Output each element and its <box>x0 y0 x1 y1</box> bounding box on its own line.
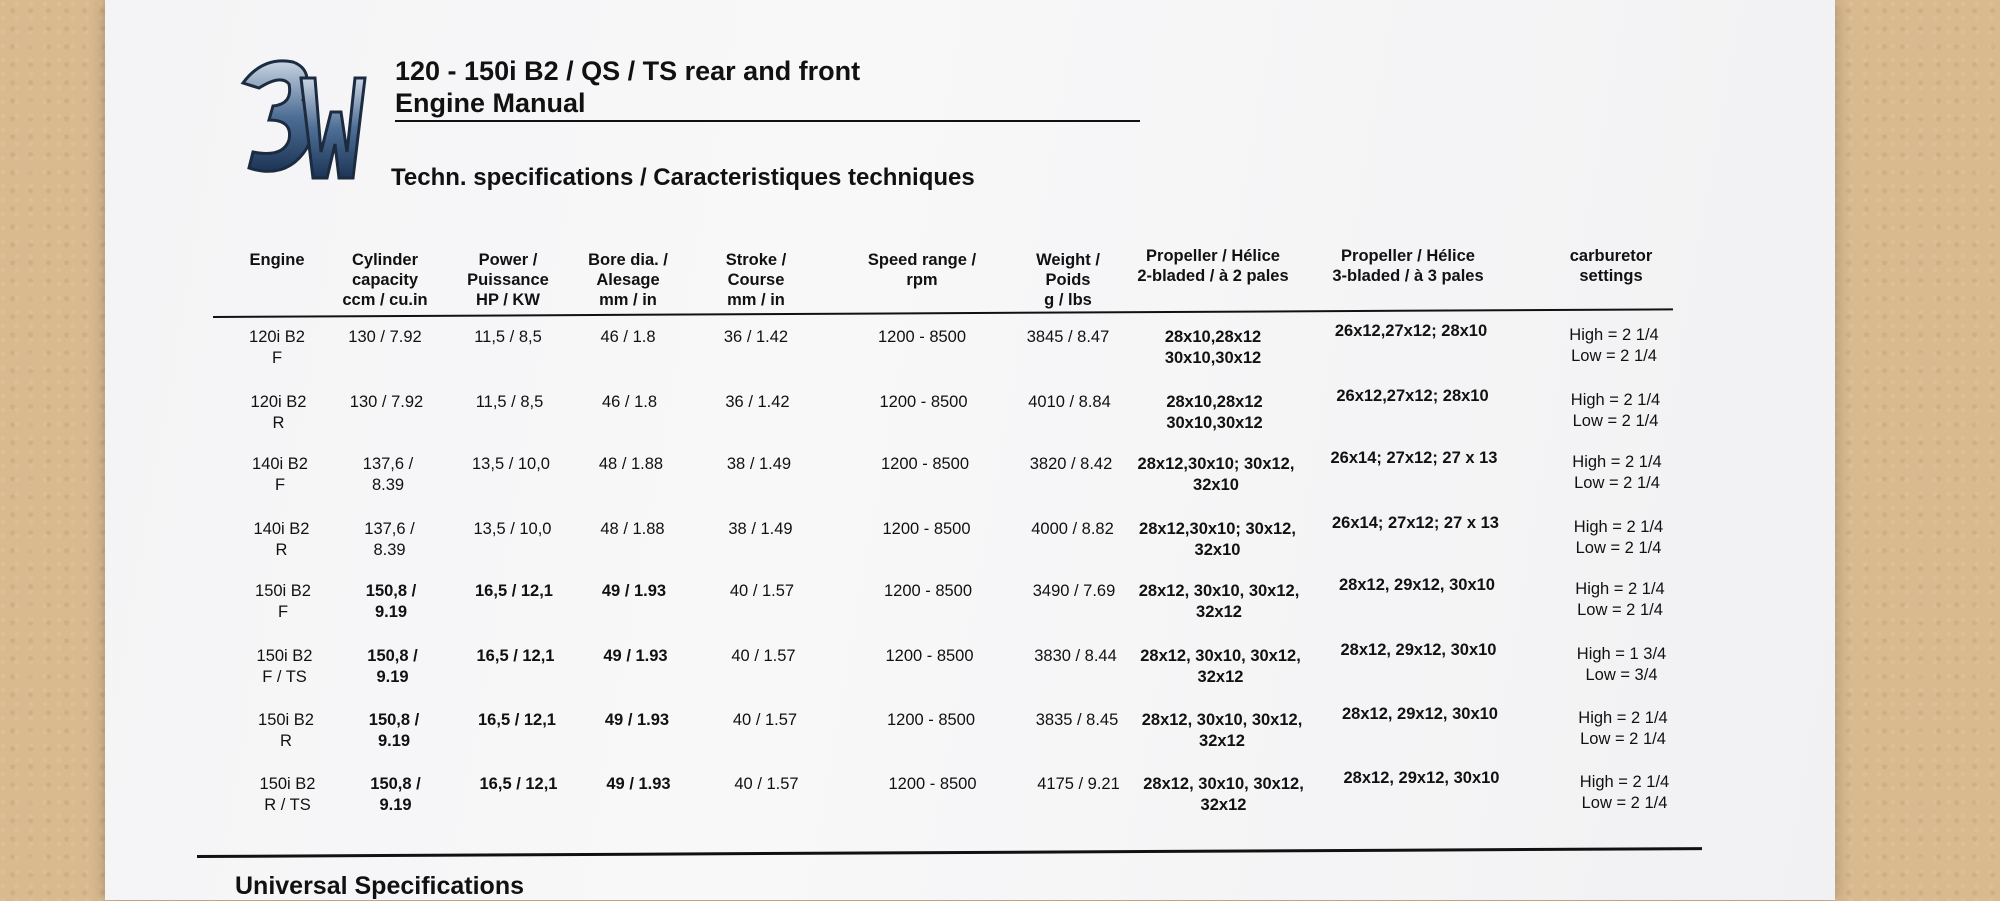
3w-logo <box>223 48 373 198</box>
cell-stroke: 40 / 1.57 <box>732 710 798 729</box>
table-row <box>105 322 1835 387</box>
cell-weight: 4000 / 8.82 <box>1031 519 1114 538</box>
cell-propeller-3-bladed: 26x12,27x12; 28x10 <box>1334 322 1488 340</box>
cell-propeller-2-bladed: 28x10,28x12 30x10,30x12 <box>1166 392 1263 432</box>
cell-power: 16,5 / 12,1 <box>476 647 555 665</box>
cell-speed-range: 1200 - 8500 <box>885 647 974 665</box>
cell-stroke: 38 / 1.49 <box>726 455 792 474</box>
cell-weight: 3490 / 7.69 <box>1032 582 1116 601</box>
cell-carburetor-settings: High = 2 1/4 Low = 2 1/4 <box>1579 773 1670 813</box>
cell-propeller-2-bladed: 28x12, 30x10, 30x12, 32x12 <box>1138 582 1300 622</box>
column-header-propeller-3-bladed: Propeller / Hélice 3-bladed / à 3 pales <box>1332 247 1484 285</box>
cell-speed-range: 1200 - 8500 <box>879 392 968 411</box>
cell-power: 13,5 / 10,0 <box>472 455 550 474</box>
cell-cylinder-capacity: 150,8 / 9.19 <box>365 582 417 622</box>
cell-carburetor-settings: High = 2 1/4 Low = 2 1/4 <box>1573 517 1664 557</box>
manual-page <box>105 0 1835 900</box>
column-header-power: Power / Puissance HP / KW <box>467 251 549 309</box>
cell-engine: 150i B2 R <box>258 710 314 750</box>
cell-weight: 3830 / 8.44 <box>1034 647 1117 665</box>
cell-propeller-2-bladed: 28x12, 30x10, 30x12, 32x12 <box>1140 647 1301 686</box>
cell-weight: 3845 / 8.47 <box>1026 328 1110 346</box>
cell-stroke: 40 / 1.57 <box>731 647 796 665</box>
document-title <box>395 55 860 119</box>
table-row <box>105 576 1835 643</box>
cell-bore: 49 / 1.93 <box>606 775 671 794</box>
cell-stroke: 36 / 1.42 <box>725 392 790 411</box>
cell-speed-range: 1200 - 8500 <box>888 775 977 794</box>
cell-carburetor-settings: High = 2 1/4 Low = 2 1/4 <box>1572 453 1662 493</box>
cell-speed-range: 1200 - 8500 <box>886 710 976 729</box>
cell-cylinder-capacity: 150,8 / 9.19 <box>368 710 420 750</box>
cell-propeller-3-bladed: 26x14; 27x12; 27 x 13 <box>1330 449 1498 468</box>
cell-bore: 46 / 1.8 <box>601 392 658 411</box>
table-row <box>105 769 1835 837</box>
column-header-stroke: Stroke / Course mm / in <box>725 251 787 309</box>
cell-stroke: 40 / 1.57 <box>729 582 795 601</box>
cell-propeller-3-bladed: 28x12, 29x12, 30x10 <box>1342 704 1498 723</box>
cell-speed-range: 1200 - 8500 <box>880 455 970 474</box>
cell-stroke: 36 / 1.42 <box>723 328 789 346</box>
column-header-bore: Bore dia. / Alesage mm / in <box>588 251 668 309</box>
section-subtitle: Techn. specifications / Caracteristiques techniques <box>391 164 975 191</box>
cell-propeller-2-bladed: 28x12,30x10; 30x12, 32x10 <box>1137 455 1295 495</box>
cell-propeller-3-bladed: 28x12, 29x12, 30x10 <box>1340 641 1497 659</box>
cell-cylinder-capacity: 130 / 7.92 <box>348 328 422 346</box>
cell-bore: 49 / 1.93 <box>603 647 668 665</box>
title-underline <box>395 120 1140 122</box>
cell-cylinder-capacity: 130 / 7.92 <box>349 392 424 411</box>
cell-bore: 48 / 1.88 <box>600 519 665 538</box>
cell-power: 16,5 / 12,1 <box>475 582 553 601</box>
cell-engine: 150i B2 R / TS <box>259 775 316 815</box>
cell-engine: 150i B2 F / TS <box>256 647 313 686</box>
cell-bore: 48 / 1.88 <box>598 455 664 474</box>
cell-carburetor-settings: High = 2 1/4 Low = 2 1/4 <box>1575 580 1665 620</box>
table-row <box>105 449 1835 515</box>
cell-weight: 3835 / 8.45 <box>1035 710 1119 729</box>
cell-speed-range: 1200 - 8500 <box>882 519 971 538</box>
column-header-cylinder-capacity: Cylinder capacity ccm / cu.in <box>342 251 428 309</box>
cell-bore: 49 / 1.93 <box>601 582 667 601</box>
column-header-engine: Engine <box>249 251 305 269</box>
header-rule <box>213 308 1673 318</box>
table-row <box>105 513 1835 580</box>
cell-weight: 4175 / 9.21 <box>1037 775 1120 794</box>
cell-bore: 49 / 1.93 <box>604 710 670 729</box>
cell-cylinder-capacity: 150,8 / 9.19 <box>370 775 421 815</box>
cell-propeller-2-bladed: 28x10,28x12 30x10,30x12 <box>1164 328 1262 367</box>
title-line-1: 120 - 150i B2 / QS / TS rear and front <box>395 56 861 86</box>
cell-power: 11,5 / 8,5 <box>475 392 544 411</box>
table-row <box>105 704 1835 772</box>
cell-engine: 150i B2 F <box>255 582 311 622</box>
cell-weight: 3820 / 8.42 <box>1029 455 1113 474</box>
cell-carburetor-settings: High = 2 1/4 Low = 2 1/4 <box>1569 326 1659 365</box>
cell-propeller-3-bladed: 28x12, 29x12, 30x10 <box>1343 769 1500 788</box>
cell-speed-range: 1200 - 8500 <box>883 582 973 601</box>
cell-carburetor-settings: High = 2 1/4 Low = 2 1/4 <box>1578 708 1668 748</box>
cell-carburetor-settings: High = 1 3/4 Low = 3/4 <box>1576 645 1667 684</box>
cell-stroke: 40 / 1.57 <box>734 775 799 794</box>
cell-propeller-2-bladed: 28x12, 30x10, 30x12, 32x12 <box>1143 775 1304 815</box>
cell-engine: 120i B2 R <box>250 392 307 432</box>
column-header-carburetor-settings: carburetor settings <box>1569 247 1653 285</box>
table-row <box>105 386 1835 452</box>
cell-engine: 140i B2 F <box>252 455 308 495</box>
column-header-propeller-2-bladed: Propeller / Hélice 2-bladed / à 2 pales <box>1137 247 1289 285</box>
cell-engine: 140i B2 R <box>253 519 310 559</box>
cell-cylinder-capacity: 137,6 / 8.39 <box>362 455 414 495</box>
column-header-speed-range: Speed range / rpm <box>867 251 977 289</box>
cell-power: 13,5 / 10,0 <box>473 519 552 538</box>
universal-specifications-heading: Universal Specifications <box>235 872 525 900</box>
cell-propeller-3-bladed: 26x12,27x12; 28x10 <box>1336 386 1489 405</box>
cell-engine: 120i B2 F <box>249 328 305 367</box>
cell-stroke: 38 / 1.49 <box>728 519 793 538</box>
cell-cylinder-capacity: 150,8 / 9.19 <box>367 647 418 686</box>
table-row <box>105 641 1835 708</box>
column-header-weight: Weight / Poids g / lbs <box>1036 251 1100 309</box>
cell-power: 16,5 / 12,1 <box>479 775 558 794</box>
cell-power: 11,5 / 8,5 <box>474 328 542 346</box>
table-bottom-rule <box>197 847 1702 857</box>
cell-propeller-3-bladed: 26x14; 27x12; 27 x 13 <box>1332 513 1499 532</box>
cell-propeller-3-bladed: 28x12, 29x12, 30x10 <box>1339 576 1495 595</box>
cell-propeller-2-bladed: 28x12,30x10; 30x12, 32x10 <box>1139 519 1296 559</box>
cell-propeller-2-bladed: 28x12, 30x10, 30x12, 32x12 <box>1141 710 1303 750</box>
cell-bore: 46 / 1.8 <box>600 328 656 346</box>
cell-cylinder-capacity: 137,6 / 8.39 <box>364 519 415 559</box>
cell-speed-range: 1200 - 8500 <box>877 328 967 346</box>
cell-power: 16,5 / 12,1 <box>478 710 556 729</box>
title-line-2: Engine Manual <box>395 88 586 118</box>
cell-carburetor-settings: High = 2 1/4 Low = 2 1/4 <box>1570 390 1661 430</box>
cell-weight: 4010 / 8.84 <box>1028 392 1111 411</box>
